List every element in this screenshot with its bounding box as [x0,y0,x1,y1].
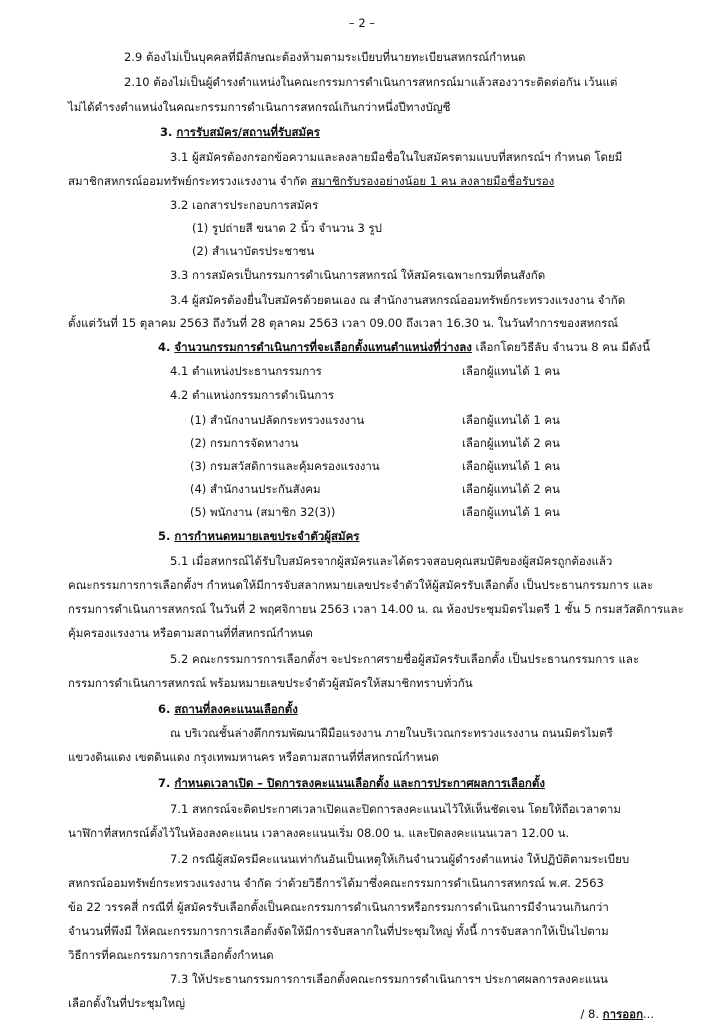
section-7-3-line2: เลือกตั้งในที่ประชุมใหญ่ [68,996,186,1010]
section-4-1-label: 4.1 ตำแหน่งประธานกรรมการ [170,364,322,378]
section-3-1-line2 [68,174,554,188]
section-6-title: สถานที่ลงคะแนนเลือกตั้ง [174,702,298,716]
section-3-4-line1: 3.4 ผู้สมัครต้องยื่นใบสมัครด้วยตนเอง ณ สำนักงานสหกรณ์ออมทรัพย์กระทรวงแรงงาน จำกัด [170,293,626,307]
section-3-1-text: สมาชิกสหกรณ์ออมทรัพย์กระทรวงแรงงาน จำกัด [68,174,311,188]
section-7-1-line2: นาฬิกาที่สหกรณ์ตั้งไว้ในห้องลงคะแนน เวลาลงคะแนนเริ่ม 08.00 น. และปิดลงคะแนนเวลา 12.00 น. [68,826,570,840]
section-3-number: 3. [160,125,177,139]
section-4-2-item-label: (4) สำนักงานประกันสังคม [190,482,321,496]
section-3-title: การรับสมัคร/สถานที่รับสมัคร [176,125,320,139]
section-4-title: จำนวนกรรมการดำเนินการที่จะเลือกตั้งแทนตำแหน่งที่ว่างลง [174,340,472,354]
section-4-2-label: 4.2 ตำแหน่งกรรมการดำเนินการ [170,388,335,402]
section-4-2-item-label: (5) พนักงาน (สมาชิก 32(3)) [190,505,336,519]
section-5-1-line3: กรรมการดำเนินการสหกรณ์ ในวันที่ 2 พฤศจิกายน 2563 เวลา 14.00 น. ณ ห้องประชุมมิตรไมตรี 1 ชั้น 5 กรมสวัสดิการและ [68,602,684,616]
section-7-2-line5: วิธีการที่คณะกรรมการการเลือกตั้งกำหนด [68,948,274,962]
section-4-2-item-choice: เลือกผู้แทนได้ 1 คน [462,505,560,519]
section-4-2-item-label: (3) กรมสวัสดิการและคุ้มครองแรงงาน [190,459,380,473]
section-7-2-line1: 7.2 กรณีผู้สมัครมีคะแนนเท่ากันอันเป็นเหตุให้เกินจำนวนผู้ดำรงตำแหน่ง ให้ปฏิบัติตามระเบียบ [170,852,630,866]
section-7-2-line4: จำนวนที่พึงมี ให้คณะกรรมการการเลือกตั้งจัดให้มีการจับสลากในที่ประชุมใหญ่ ทั้งนี้ การจับสลากให้เป็นไปตาม [68,924,609,938]
section-4-2-item-label: (1) สำนักงานปลัดกระทรวงแรงงาน [190,413,365,427]
section-7-3-line1: 7.3 ให้ประธานกรรมการการเลือกตั้งคณะกรรมการดำเนินการฯ ประกาศผลการลงคะแนน [170,972,608,986]
section-3-2-item-1: (1) รูปถ่ายสี ขนาด 2 นิ้ว จำนวน 3 รูป [192,221,382,235]
section-7-heading [158,776,545,790]
section-7-2-line3: ข้อ 22 วรรคสี่ กรณีที่ ผู้สมัครรับเลือกตั้งเป็นคณะกรรมการดำเนินการหรือกรรมการดำเนินการมีจำนวนเกินกว่า [68,900,609,914]
section-3-1-line1: 3.1 ผู้สมัครต้องกรอกข้อความและลงลายมือชื่อในใบสมัครตามแบบที่สหกรณ์ฯ กำหนด โดยมี [170,150,623,164]
qualification-2-10-line1: 2.10 ต้องไม่เป็นผู้ดำรงตำแหน่งในคณะกรรมการดำเนินการสหกรณ์มาแล้วสองวาระติดต่อกัน เว้นแต่ [124,75,618,89]
section-4-2-item-choice: เลือกผู้แทนได้ 2 คน [462,436,560,450]
section-5-1-line1: 5.1 เมื่อสหกรณ์ได้รับใบสมัครจากผู้สมัครและได้ตรวจสอบคุณสมบัติของผู้สมัครถูกต้องแล้ว [170,554,613,568]
section-5-2-line1: 5.2 คณะกรรมการการเลือกตั้งฯ จะประกาศรายชื่อผู้สมัครรับเลือกตั้ง เป็นประธานกรรมการ และ [170,652,640,666]
section-4-2-item-choice: เลือกผู้แทนได้ 1 คน [462,413,560,427]
section-3-1-underlined: สมาชิกรับรองอย่างน้อย 1 คน ลงลายมือชื่อรับรอง [310,174,555,188]
section-5-heading [158,529,359,543]
section-4-1-choice: เลือกผู้แทนได้ 1 คน [462,364,560,378]
section-3-2: 3.2 เอกสารประกอบการสมัคร [170,198,319,212]
section-4-heading-tail: เลือกโดยวิธีลับ จำนวน 8 คน มีดังนี้ [471,340,650,354]
section-7-title: กำหนดเวลาเปิด – ปิดการลงคะแนนเลือกตั้ง และการประกาศผลการเลือกตั้ง [174,776,545,790]
continuation-prefix: / 8. [580,1007,603,1021]
page-number: – 2 – [348,16,376,30]
section-5-1-line4: คุ้มครองแรงงาน หรือตามสถานที่ที่สหกรณ์กำหนด [68,626,313,640]
section-3-heading [160,125,320,139]
section-4-2-item-choice: เลือกผู้แทนได้ 2 คน [462,482,560,496]
section-6-line2: แขวงดินแดง เขตดินแดง กรุงเทพมหานคร หรือตามสถานที่ที่สหกรณ์กำหนด [68,750,439,764]
continuation-suffix: ... [643,1007,654,1021]
section-7-number: 7. [158,776,175,790]
section-7-2-line2: สหกรณ์ออมทรัพย์กระทรวงแรงงาน จำกัด ว่าด้วยวิธีการได้มาซึ่งคณะกรรมการดำเนินการสหกรณ์ พ.ศ. 2563 [68,876,604,890]
section-4-2-item-choice: เลือกผู้แทนได้ 1 คน [462,459,560,473]
continuation-link-text: การออก [602,1007,644,1021]
section-3-4-line2: ตั้งแต่วันที่ 15 ตุลาคม 2563 ถึงวันที่ 28 ตุลาคม 2563 เวลา 09.00 ถึงเวลา 16.30 น. ในวันทำการของสหกรณ์ [68,316,619,330]
section-5-1-line2: คณะกรรมการการเลือกตั้งฯ กำหนดให้มีการจับสลากหมายเลขประจำตัวให้ผู้สมัครรับเลือกตั้ง เป็นประธานกรรมการ และ [68,578,654,592]
section-7-1-line1: 7.1 สหกรณ์จะติดประกาศเวลาเปิดและปิดการลงคะแนนไว้ให้เห็นชัดเจน โดยให้ถือเวลาตาม [170,802,621,816]
section-3-2-item-2: (2) สำเนาบัตรประชาชน [192,244,315,258]
qualification-2-9: 2.9 ต้องไม่เป็นบุคคลที่มีลักษณะต้องห้ามตามระเบียบที่นายทะเบียนสหกรณ์กำหนด [124,50,526,64]
section-3-3: 3.3 การสมัครเป็นกรรมการดำเนินการสหกรณ์ ให้สมัครเฉพาะกรมที่ตนสังกัด [170,268,546,282]
section-4-number: 4. [158,340,175,354]
section-6-heading [158,702,298,716]
section-4-heading [158,340,650,354]
section-4-2-item-label: (2) กรมการจัดหางาน [190,436,299,450]
section-5-title: การกำหนดหมายเลขประจำตัวผู้สมัคร [174,529,360,543]
continuation-footer [580,1006,654,1024]
section-5-2-line2: กรรมการดำเนินการสหกรณ์ พร้อมหมายเลขประจำตัวผู้สมัครให้สมาชิกทราบทั่วกัน [68,676,473,690]
section-6-number: 6. [158,702,175,716]
qualification-2-10-line2: ไม่ได้ดำรงตำแหน่งในคณะกรรมการดำเนินการสหกรณ์เกินกว่าหนึ่งปีทางบัญชี [68,100,451,114]
section-5-number: 5. [158,529,175,543]
section-6-line1: ณ บริเวณชั้นล่างตึกกรมพัฒนาฝีมือแรงงาน ภายในบริเวณกระทรวงแรงงาน ถนนมิตรไมตรี [170,726,613,740]
